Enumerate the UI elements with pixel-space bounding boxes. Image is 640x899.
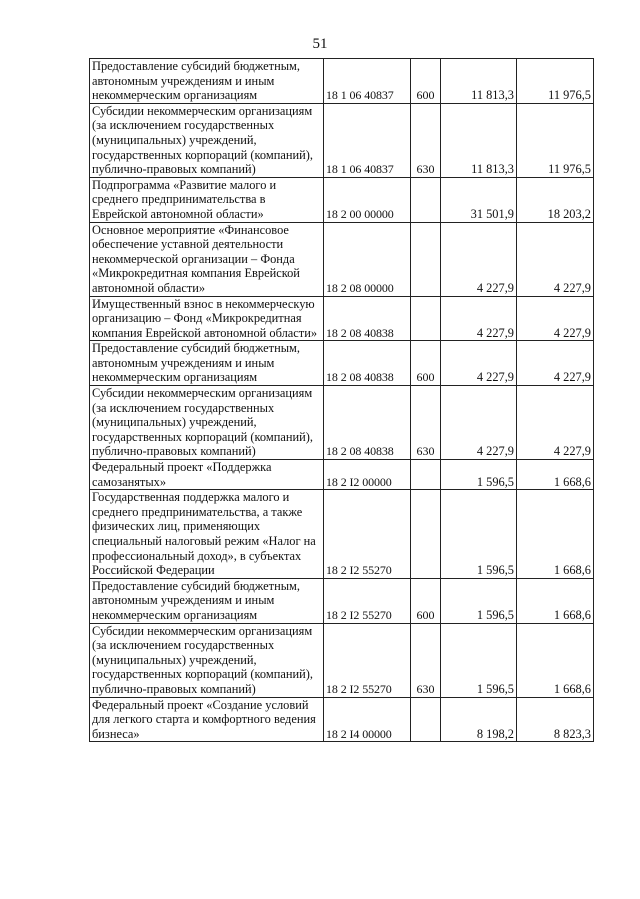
row-expense-type: 600: [411, 59, 441, 104]
table-row: [90, 222, 594, 296]
row-amount-year1: 4 227,9: [441, 296, 517, 341]
row-name: Имущественный взнос в некоммерческую организацию – Фонд «Микрокредитная компания Еврейской автономной области»: [90, 296, 324, 341]
row-target-code: 18 2 08 00000: [324, 222, 411, 296]
row-amount-year1: 1 596,5: [441, 460, 517, 490]
row-amount-year2: 4 227,9: [517, 341, 594, 386]
row-expense-type: 630: [411, 103, 441, 177]
row-name: Государственная поддержка малого и среднего предпринимательства, а также физических лиц, применяющих специальный налоговый режим «Налог на профессиональный доход», в субъектах Российской Федерации: [90, 490, 324, 579]
table-row: [90, 386, 594, 460]
row-amount-year2: 11 976,5: [517, 103, 594, 177]
table-row: [90, 177, 594, 222]
row-expense-type: 600: [411, 341, 441, 386]
row-expense-type: 630: [411, 386, 441, 460]
row-amount-year1: 11 813,3: [441, 103, 517, 177]
row-name: Предоставление субсидий бюджетным, автономным учреждениям и иным некоммерческим организациям: [90, 59, 324, 104]
row-target-code: 18 1 06 40837: [324, 103, 411, 177]
row-amount-year2: 4 227,9: [517, 222, 594, 296]
row-name: Субсидии некоммерческим организациям (за исключением государственных (муниципальных) учреждений, государственных корпораций (компаний), публично-правовых компаний): [90, 386, 324, 460]
row-name: Основное мероприятие «Финансовое обеспечение уставной деятельности некоммерческой организации – Фонда «Микрокредитная компания Еврейской автономной области»: [90, 222, 324, 296]
row-amount-year2: 11 976,5: [517, 59, 594, 104]
table-row: [90, 460, 594, 490]
row-name: Федеральный проект «Поддержка самозанятых»: [90, 460, 324, 490]
row-expense-type: [411, 177, 441, 222]
row-amount-year1: 4 227,9: [441, 341, 517, 386]
row-target-code: 18 2 00 00000: [324, 177, 411, 222]
table-row: [90, 59, 594, 104]
row-amount-year2: 1 668,6: [517, 490, 594, 579]
page-number: 51: [312, 36, 328, 52]
row-expense-type: [411, 296, 441, 341]
row-amount-year2: 4 227,9: [517, 386, 594, 460]
row-name: Подпрограмма «Развитие малого и среднего предпринимательства в Еврейской автономной области»: [90, 177, 324, 222]
table-row: [90, 623, 594, 697]
budget-table: [89, 58, 594, 742]
row-amount-year1: 4 227,9: [441, 222, 517, 296]
row-name: Предоставление субсидий бюджетным, автономным учреждениям и иным некоммерческим организациям: [90, 341, 324, 386]
row-expense-type: [411, 460, 441, 490]
row-target-code: 18 1 06 40837: [324, 59, 411, 104]
table-row: [90, 296, 594, 341]
row-target-code: 18 2 I2 55270: [324, 623, 411, 697]
table-row: [90, 103, 594, 177]
row-expense-type: [411, 490, 441, 579]
row-amount-year1: 1 596,5: [441, 623, 517, 697]
table-row: [90, 341, 594, 386]
row-amount-year1: 8 198,2: [441, 697, 517, 742]
row-expense-type: 630: [411, 623, 441, 697]
row-amount-year2: 1 668,6: [517, 578, 594, 623]
row-name: Предоставление субсидий бюджетным, автономным учреждениям и иным некоммерческим организациям: [90, 578, 324, 623]
row-amount-year1: 4 227,9: [441, 386, 517, 460]
row-name: Субсидии некоммерческим организациям (за исключением государственных (муниципальных) учреждений, государственных корпораций (компаний), публично-правовых компаний): [90, 103, 324, 177]
row-amount-year2: 1 668,6: [517, 623, 594, 697]
row-amount-year1: 31 501,9: [441, 177, 517, 222]
row-name: Субсидии некоммерческим организациям (за исключением государственных (муниципальных) учреждений, государственных корпораций (компаний), публично-правовых компаний): [90, 623, 324, 697]
row-amount-year2: 18 203,2: [517, 177, 594, 222]
row-amount-year1: 1 596,5: [441, 490, 517, 579]
row-amount-year1: 1 596,5: [441, 578, 517, 623]
row-target-code: 18 2 I4 00000: [324, 697, 411, 742]
row-name: Федеральный проект «Создание условий для легкого старта и комфортного ведения бизнеса»: [90, 697, 324, 742]
row-target-code: 18 2 08 40838: [324, 386, 411, 460]
row-target-code: 18 2 I2 00000: [324, 460, 411, 490]
row-amount-year2: 1 668,6: [517, 460, 594, 490]
table-row: [90, 490, 594, 579]
row-target-code: 18 2 08 40838: [324, 296, 411, 341]
table-row: [90, 697, 594, 742]
row-amount-year2: 8 823,3: [517, 697, 594, 742]
row-amount-year2: 4 227,9: [517, 296, 594, 341]
table-row: [90, 578, 594, 623]
row-expense-type: [411, 697, 441, 742]
row-target-code: 18 2 I2 55270: [324, 490, 411, 579]
row-target-code: 18 2 08 40838: [324, 341, 411, 386]
row-target-code: 18 2 I2 55270: [324, 578, 411, 623]
row-expense-type: 600: [411, 578, 441, 623]
row-amount-year1: 11 813,3: [441, 59, 517, 104]
row-expense-type: [411, 222, 441, 296]
